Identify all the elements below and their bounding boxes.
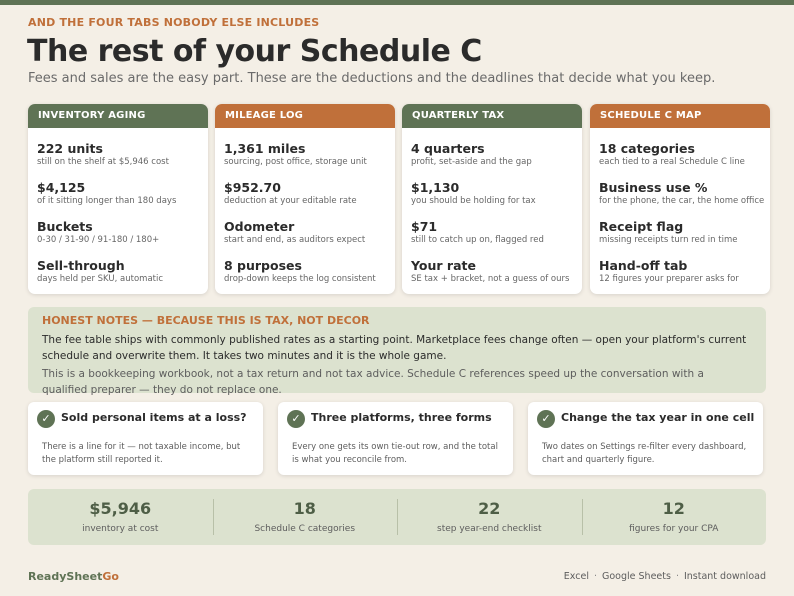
stat-sub: for the phone, the car, the home office	[599, 196, 765, 206]
stat-sub: deduction at your editable rate	[224, 196, 357, 206]
card-stat	[37, 219, 199, 258]
notes-heading: HONEST NOTES — BECAUSE THIS IS TAX, NOT DECOR	[42, 314, 370, 327]
stat-sub: still on the shelf at $5,946 cost	[37, 157, 169, 167]
footer-link-instant-download: Instant download	[683, 571, 766, 582]
notes-disclaimer: This is a bookkeeping workbook, not a tax return and not tax advice. Schedule C references speed up the conversation with a qualified preparer — they do not replace one.	[42, 368, 704, 396]
feature-title: Three platforms, three forms	[311, 411, 492, 424]
card-inventory-aging	[28, 104, 208, 294]
summary-value: 12	[662, 499, 685, 518]
summary-item	[397, 489, 582, 545]
stat-main: Hand-off tab	[599, 258, 688, 273]
card-stat	[37, 258, 199, 294]
stat-main: 8 purposes	[224, 258, 302, 273]
card-stat	[599, 258, 761, 294]
feature-card-three-platforms	[278, 402, 513, 475]
summary-label: Schedule C categories	[254, 524, 356, 534]
feature-card-personal-items	[28, 402, 263, 475]
card-stat	[224, 219, 386, 258]
summary-value: 18	[293, 499, 316, 518]
stat-sub: 12 figures your preparer asks for	[599, 274, 739, 284]
card-stat	[37, 180, 199, 219]
card-schedule-c-map	[590, 104, 770, 294]
stat-sub: still to catch up on, flagged red	[411, 235, 544, 245]
stat-main: Buckets	[37, 219, 93, 234]
card-stat	[599, 219, 761, 258]
stat-sub: drop-down keeps the log consistent	[224, 274, 376, 284]
page-title: The rest of your Schedule C	[27, 34, 482, 69]
footer-links	[564, 571, 766, 582]
footer-separator: ·	[675, 571, 679, 582]
card-header: SCHEDULE C MAP	[590, 104, 770, 128]
stat-main: $71	[411, 219, 438, 234]
stat-main: $4,125	[37, 180, 86, 195]
stat-main: $952.70	[224, 180, 281, 195]
card-stat	[37, 141, 199, 180]
card-quarterly-tax	[402, 104, 582, 294]
stat-sub: each tied to a real Schedule C line	[599, 157, 745, 167]
summary-item	[213, 489, 398, 545]
stat-main: Receipt flag	[599, 219, 684, 234]
check-icon: ✓	[37, 410, 55, 428]
feature-title: Change the tax year in one cell	[561, 411, 755, 424]
stat-main: 222 units	[37, 141, 103, 156]
eyebrow-text: AND THE FOUR TABS NOBODY ELSE INCLUDES	[28, 16, 320, 29]
stat-main: Sell-through	[37, 258, 125, 273]
summary-item	[28, 489, 213, 545]
check-icon: ✓	[287, 410, 305, 428]
notes-paragraph: The fee table ships with commonly published rates as a starting point. Marketplace fees change often — open your platform's current schedule and overwrite them. It takes two minutes and it is the whole game.	[42, 334, 747, 362]
stat-sub: SE tax + bracket, not a guess of ours	[411, 274, 570, 284]
feature-card-tax-year	[528, 402, 763, 475]
summary-label: step year-end checklist	[437, 524, 542, 534]
stat-sub: of it sitting longer than 180 days	[37, 196, 177, 206]
card-header: INVENTORY AGING	[28, 104, 208, 128]
summary-value: $5,946	[89, 499, 152, 518]
stat-main: 1,361 miles	[224, 141, 306, 156]
stat-main: 18 categories	[599, 141, 695, 156]
card-header: QUARTERLY TAX	[402, 104, 582, 128]
summary-item	[582, 489, 767, 545]
honest-notes-panel	[28, 307, 766, 396]
stat-sub: sourcing, post office, storage unit	[224, 157, 367, 167]
stat-main: Business use %	[599, 180, 708, 195]
check-icon: ✓	[537, 410, 555, 428]
feature-description: Two dates on Settings re-filter every dashboard, chart and quarterly figure.	[542, 442, 747, 465]
feature-title: Sold personal items at a loss?	[61, 411, 247, 424]
card-stat	[599, 180, 765, 219]
summary-strip	[28, 489, 766, 545]
card-stat	[411, 141, 573, 180]
stat-main: 4 quarters	[411, 141, 485, 156]
summary-label: figures for your CPA	[629, 524, 719, 534]
card-stat	[411, 180, 573, 219]
stat-sub: missing receipts turn red in time	[599, 235, 738, 245]
stat-main: $1,130	[411, 180, 460, 195]
card-mileage-log	[215, 104, 395, 294]
stat-main: Your rate	[411, 258, 476, 273]
card-header: MILEAGE LOG	[215, 104, 395, 128]
brand-name-accent: Go	[102, 570, 119, 583]
card-stat	[224, 141, 386, 180]
feature-description: Every one gets its own tie-out row, and the total is what you reconcile from.	[292, 442, 498, 465]
stat-sub: days held per SKU, automatic	[37, 274, 164, 284]
footer-link-excel: Excel	[563, 571, 589, 582]
card-stat	[224, 180, 386, 219]
summary-value: 22	[478, 499, 501, 518]
stat-sub: profit, set-aside and the gap	[411, 157, 532, 167]
card-stat	[411, 219, 573, 258]
top-accent-bar	[0, 0, 794, 5]
card-stat	[599, 141, 761, 180]
stat-sub: start and end, as auditors expect	[224, 235, 366, 245]
footer-link-google-sheets: Google Sheets	[602, 571, 671, 582]
brand-logo	[28, 570, 119, 583]
card-stat	[411, 258, 573, 294]
stat-sub: 0-30 / 31-90 / 91-180 / 180+	[37, 235, 160, 245]
stat-main: Odometer	[224, 219, 295, 234]
summary-label: inventory at cost	[82, 524, 159, 534]
footer-separator: ·	[593, 571, 597, 582]
stat-sub: you should be holding for tax	[411, 196, 536, 206]
card-stat	[224, 258, 386, 294]
page-subtitle: Fees and sales are the easy part. These are the deductions and the deadlines that decide what you keep.	[28, 71, 716, 86]
brand-name-part: ReadySheet	[28, 570, 103, 583]
feature-description: There is a line for it — not taxable income, but the platform still reported it.	[42, 442, 241, 465]
